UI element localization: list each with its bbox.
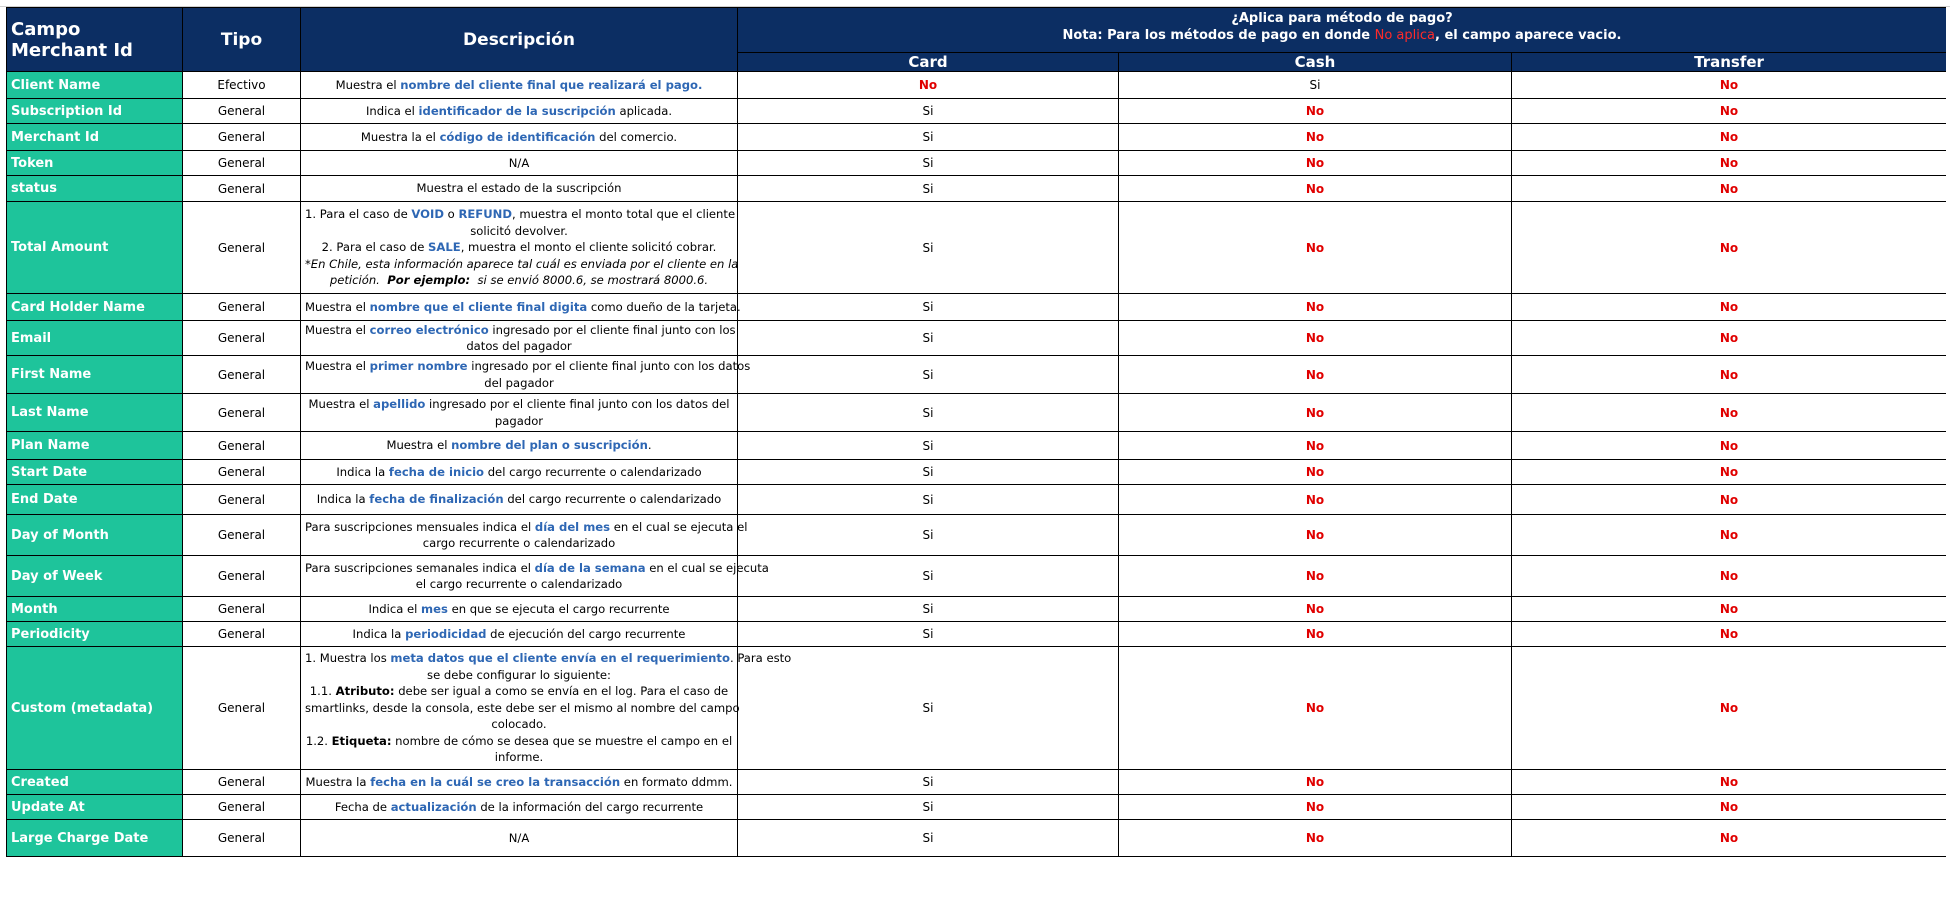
desc-segment: apellido [373,397,426,411]
cell-tipo[interactable]: General [183,321,301,356]
desc-segment: Atributo: [335,684,395,699]
cell-field[interactable]: Update At [7,795,183,820]
desc-segment: nombre del cliente final que realizará el pago. [400,77,703,92]
cell-cash[interactable]: No [1119,770,1512,795]
header-field[interactable]: Campo Merchant Id [7,8,183,72]
header-descripcion[interactable]: Descripción [301,8,738,72]
cell-transfer[interactable]: No [1512,460,1947,485]
desc-segment: Para suscripciones semanales indica el [305,560,535,575]
cell-transfer[interactable]: No [1512,556,1947,597]
cell-tipo[interactable]: General [183,294,301,321]
cell-transfer[interactable]: No [1512,356,1947,394]
cell-card[interactable]: Si [738,597,1119,622]
cell-transfer[interactable]: No [1512,72,1947,99]
desc-line [305,774,733,791]
cell-transfer[interactable]: No [1512,622,1947,647]
cell-transfer[interactable]: No [1512,321,1947,356]
desc-segment: 1.2. [305,733,332,748]
cell-descripcion[interactable] [301,647,792,770]
note-prefix: Nota: Para los métodos de pago en donde [1062,28,1371,43]
desc-segment: día del mes [534,519,611,534]
cell-descripcion[interactable] [301,485,738,515]
desc-segment: del pagador [484,375,554,390]
desc-line [305,155,733,172]
table-row [7,151,1947,176]
desc-line [305,560,769,577]
desc-line [305,733,733,750]
cell-card[interactable]: Si [738,515,1119,556]
desc-segment: se debe configurar lo siguiente: [427,667,611,682]
desc-segment: código de identificación [439,129,596,144]
desc-line [305,206,736,223]
cell-card[interactable]: Si [738,176,1119,202]
cell-descripcion[interactable] [301,556,769,597]
desc-segment: petición. [329,273,388,288]
cell-tipo[interactable]: General [183,176,301,202]
desc-segment: del cargo recurrente o calendarizado [484,464,702,479]
cell-transfer[interactable]: No [1512,820,1947,857]
desc-line [305,180,733,197]
desc-line [305,749,733,766]
cell-cash[interactable]: No [1119,294,1512,321]
desc-segment: meta datos que el cliente envía en el requerimiento [390,651,730,666]
cell-cash[interactable]: No [1119,202,1512,294]
table-row [7,622,1947,647]
cell-transfer[interactable]: No [1512,151,1947,176]
desc-segment: de la información del cargo recurrente [476,799,704,814]
cell-field[interactable]: Card Holder Name [7,294,183,321]
cell-field[interactable]: End Date [7,485,183,515]
cell-card[interactable]: No [738,72,1119,99]
cell-field[interactable]: Month [7,597,183,622]
cell-cash[interactable]: No [1119,556,1512,597]
cell-tipo[interactable]: General [183,99,301,124]
desc-segment: debe ser igual a como se envía en el log. Para el caso de [394,684,729,699]
cell-descripcion[interactable] [301,124,738,151]
desc-line [305,223,733,240]
cell-cash[interactable]: No [1119,99,1512,124]
desc-segment: Muestra el [308,397,374,411]
cell-descripcion[interactable] [301,72,738,99]
desc-segment: Muestra el [386,438,452,453]
desc-segment: Fecha de [334,799,391,814]
cell-card[interactable]: Si [738,795,1119,820]
desc-line [305,700,740,717]
desc-segment: fecha de inicio [388,464,485,479]
desc-line [305,396,733,413]
cell-field[interactable]: Subscription Id [7,99,183,124]
cell-descripcion[interactable] [301,294,741,321]
cell-field[interactable]: Client Name [7,72,183,99]
cell-field[interactable]: Day of Week [7,556,183,597]
desc-line [305,830,733,847]
desc-segment: Muestra el [305,322,370,337]
desc-segment: en formato ddmm. [620,774,733,789]
cell-card[interactable]: Si [738,294,1119,321]
table-row [7,294,1947,321]
desc-segment: ingresado por el cliente final junto con los datos [467,359,751,373]
desc-segment: . [647,438,652,453]
cell-transfer[interactable]: No [1512,294,1947,321]
cell-tipo[interactable]: General [183,820,301,857]
cell-card[interactable]: Si [738,394,1119,432]
desc-segment: Muestra el estado de la suscripción [416,181,622,196]
desc-line [305,358,751,375]
cell-transfer[interactable]: No [1512,795,1947,820]
spreadsheet-view [0,0,1950,7]
desc-segment: solicitó devolver. [470,223,568,238]
cell-card[interactable]: Si [738,356,1119,394]
cell-transfer[interactable]: No [1512,124,1947,151]
desc-segment: VOID [411,207,444,222]
desc-segment: 1. Muestra los [305,651,391,666]
desc-segment: nombre de cómo se desea que se muestre el campo en el [391,733,733,748]
desc-line [305,667,733,684]
desc-segment: pagador [494,413,544,428]
header-cash[interactable]: Cash [1119,53,1512,72]
desc-segment: Etiqueta: [331,733,392,748]
desc-segment: del cargo recurrente o calendarizado [503,492,722,507]
desc-line [305,576,733,593]
header-card[interactable]: Card [738,53,1119,72]
desc-line [305,322,736,339]
desc-segment: Indica la [336,464,389,479]
desc-segment: , muestra el monto el cliente solicitó cobrar. [460,240,717,255]
cell-tipo[interactable]: General [183,356,301,394]
desc-segment: 1. Para el caso de [305,207,412,222]
desc-segment: o [443,207,459,222]
desc-line [305,272,733,289]
desc-segment: mes [421,601,448,616]
desc-line [305,129,733,146]
cell-cash[interactable]: No [1119,176,1512,202]
table-row [7,770,1947,795]
desc-segment: smartlinks, desde la consola, este debe ser el mismo al nombre del campo [305,700,740,715]
cell-card[interactable]: Si [738,485,1119,515]
desc-line [305,626,733,643]
cell-field[interactable]: Periodicity [7,622,183,647]
cell-cash[interactable]: No [1119,321,1512,356]
cell-tipo[interactable]: General [183,202,301,294]
cell-descripcion[interactable] [301,202,738,294]
desc-segment: Indica el [368,601,422,616]
cell-transfer[interactable]: No [1512,99,1947,124]
desc-segment: , muestra el monto total que el cliente [511,207,736,222]
cell-field[interactable]: Custom (metadata) [7,647,183,770]
desc-line [305,535,733,552]
cell-descripcion[interactable] [301,321,738,356]
cell-tipo[interactable]: General [183,622,301,647]
cell-cash[interactable]: No [1119,515,1512,556]
cell-transfer[interactable]: No [1512,394,1947,432]
desc-segment: *En Chile, esta información aparece tal cuál es enviada por el cliente en la [305,256,739,271]
desc-segment: Indica la [316,492,370,507]
desc-line [305,716,733,733]
cell-descripcion[interactable] [301,622,738,647]
cell-tipo[interactable]: General [183,124,301,151]
desc-line [305,413,733,430]
cell-descripcion[interactable] [301,795,738,820]
cell-field[interactable]: Merchant Id [7,124,183,151]
desc-line [305,437,733,454]
desc-line [305,103,733,120]
cell-card[interactable]: Si [738,647,1119,770]
table-row [7,124,1947,151]
desc-segment: Muestra la el [360,129,440,144]
desc-line [305,491,733,508]
desc-segment: ingresado por el cliente final junto con los datos del [425,397,730,411]
table-row [7,321,1947,356]
applies-note [742,27,1942,44]
desc-segment: 1.1. [309,684,336,699]
table-row [7,176,1947,202]
desc-segment: . Para esto [729,651,792,666]
cell-tipo[interactable]: General [183,770,301,795]
cell-cash[interactable]: No [1119,597,1512,622]
desc-segment: en el cual se ejecuta [645,560,769,575]
desc-segment: Por ejemplo: [387,273,471,288]
cell-card[interactable]: Si [738,556,1119,597]
cell-transfer[interactable]: No [1512,515,1947,556]
desc-line [305,338,733,355]
desc-segment: Muestra el [305,299,370,314]
applies-title: ¿Aplica para método de pago? [1231,11,1453,26]
cell-tipo[interactable]: General [183,795,301,820]
desc-segment: de ejecución del cargo recurrente [486,626,686,641]
desc-segment: correo electrónico [369,322,489,337]
desc-line [305,239,733,256]
desc-segment: primer nombre [369,359,468,373]
desc-line [305,519,748,536]
desc-segment: actualización [390,799,477,814]
table-row [7,820,1947,857]
cell-field[interactable]: Large Charge Date [7,820,183,857]
table-body [7,72,1947,857]
table-row [7,485,1947,515]
cell-field[interactable]: Plan Name [7,432,183,460]
cell-descripcion[interactable] [301,597,738,622]
cell-descripcion[interactable] [301,176,738,202]
table-row [7,72,1947,99]
cell-card[interactable]: Si [738,460,1119,485]
cell-tipo[interactable]: General [183,485,301,515]
desc-segment: fecha en la cuál se creo la transacción [370,774,621,789]
sheet-right-edge [1946,7,1950,904]
cell-cash[interactable]: No [1119,485,1512,515]
cell-card[interactable]: Si [738,432,1119,460]
note-suffix: , el campo aparece vacio. [1435,28,1622,43]
cell-descripcion[interactable] [301,394,738,432]
cell-field[interactable]: status [7,176,183,202]
desc-segment: N/A [508,830,530,845]
cell-descripcion[interactable] [301,460,738,485]
cell-descripcion[interactable] [301,99,738,124]
table-row [7,556,1947,597]
cell-descripcion[interactable] [301,770,738,795]
table-row [7,432,1947,460]
desc-segment: informe. [494,750,544,765]
desc-line [305,601,733,618]
cell-field[interactable]: Email [7,321,183,356]
cell-tipo[interactable]: Efectivo [183,72,301,99]
cell-transfer[interactable]: No [1512,647,1947,770]
cell-descripcion[interactable] [301,820,738,857]
desc-segment: REFUND [458,207,512,222]
cell-cash[interactable]: No [1119,622,1512,647]
table-row [7,356,1947,394]
desc-line [305,464,733,481]
cell-card[interactable]: Si [738,820,1119,857]
cell-card[interactable]: Si [738,124,1119,151]
cell-transfer[interactable]: No [1512,202,1947,294]
cell-field[interactable]: Start Date [7,460,183,485]
cell-cash[interactable]: No [1119,394,1512,432]
table-row [7,99,1947,124]
cell-transfer[interactable]: No [1512,770,1947,795]
desc-line [305,299,741,316]
cell-tipo[interactable]: General [183,647,301,770]
cell-cash[interactable]: No [1119,356,1512,394]
table-row [7,202,1947,294]
desc-segment: colocado. [491,717,547,732]
column-header-strip [0,0,1950,7]
cell-field[interactable]: Last Name [7,394,183,432]
cell-tipo[interactable]: General [183,460,301,485]
desc-segment: nombre que el cliente final digita [369,299,588,314]
cell-transfer[interactable]: No [1512,432,1947,460]
cell-transfer[interactable]: No [1512,176,1947,202]
desc-segment: Indica la [352,626,406,641]
desc-line [305,683,733,700]
cell-cash[interactable]: No [1119,820,1512,857]
cell-descripcion[interactable] [301,356,751,394]
cell-field[interactable]: First Name [7,356,183,394]
cell-descripcion[interactable] [301,515,748,556]
cell-card[interactable]: Si [738,202,1119,294]
cell-card[interactable]: Si [738,770,1119,795]
desc-segment: SALE [428,240,461,255]
table-row [7,597,1947,622]
desc-segment: como dueño de la tarjeta. [587,299,741,314]
cell-descripcion[interactable] [301,151,738,176]
desc-segment: identificador de la suscripción [418,103,616,118]
cell-transfer[interactable]: No [1512,597,1947,622]
desc-segment: Indica el [365,103,419,118]
cell-cash[interactable]: Si [1119,72,1512,99]
cell-cash[interactable]: No [1119,432,1512,460]
desc-segment: si se envió 8000.6, se mostrará 8000.6. [470,273,709,288]
desc-segment: del comercio. [595,129,678,144]
desc-segment: día de la semana [534,560,646,575]
cell-cash[interactable]: No [1119,151,1512,176]
desc-segment: Muestra el [305,359,370,373]
desc-line [305,799,733,816]
cell-descripcion[interactable] [301,432,738,460]
desc-segment: el cargo recurrente o calendarizado [415,577,623,591]
desc-segment: Muestra la [305,774,371,789]
cell-card[interactable]: Si [738,99,1119,124]
cell-cash[interactable]: No [1119,460,1512,485]
cell-tipo[interactable]: General [183,556,301,597]
desc-segment: fecha de finalización [369,492,504,507]
table-row [7,647,1947,770]
desc-segment: 2. Para el caso de [321,240,429,255]
table-row [7,515,1947,556]
desc-segment: Para suscripciones mensuales indica el [305,519,535,534]
cell-tipo[interactable]: General [183,432,301,460]
desc-line [305,650,792,667]
cell-cash[interactable]: No [1119,795,1512,820]
cell-field[interactable]: Day of Month [7,515,183,556]
fields-table [6,7,1947,857]
cell-tipo[interactable]: General [183,597,301,622]
desc-segment: Muestra el [335,77,401,92]
header-applies[interactable] [738,8,1947,53]
cell-card[interactable]: Si [738,622,1119,647]
cell-tipo[interactable]: General [183,515,301,556]
cell-card[interactable]: Si [738,321,1119,356]
cell-field[interactable]: Created [7,770,183,795]
cell-cash[interactable]: No [1119,124,1512,151]
cell-transfer[interactable]: No [1512,485,1947,515]
table-row [7,460,1947,485]
header-row-top [7,8,1947,53]
note-red: No aplica [1374,28,1435,43]
desc-line [305,77,733,94]
desc-segment: datos del pagador [466,339,572,353]
header-transfer[interactable]: Transfer [1512,53,1947,72]
cell-tipo[interactable]: General [183,151,301,176]
desc-segment: aplicada. [615,103,673,118]
desc-segment: ingresado por el cliente final junto con los [488,322,736,337]
desc-segment: en el cual se ejecuta el [610,519,748,534]
table-row [7,394,1947,432]
desc-line [305,375,733,392]
header-tipo[interactable]: Tipo [183,8,301,72]
cell-cash[interactable]: No [1119,647,1512,770]
table-row [7,795,1947,820]
desc-segment: en que se ejecuta el cargo recurrente [447,601,670,616]
desc-segment: periodicidad [405,626,487,641]
desc-segment: cargo recurrente o calendarizado [422,536,616,550]
desc-segment: N/A [508,155,530,170]
cell-card[interactable]: Si [738,151,1119,176]
desc-segment: nombre del plan o suscripción [451,438,648,453]
cell-field[interactable]: Total Amount [7,202,183,294]
desc-line [305,256,739,273]
cell-tipo[interactable]: General [183,394,301,432]
cell-field[interactable]: Token [7,151,183,176]
